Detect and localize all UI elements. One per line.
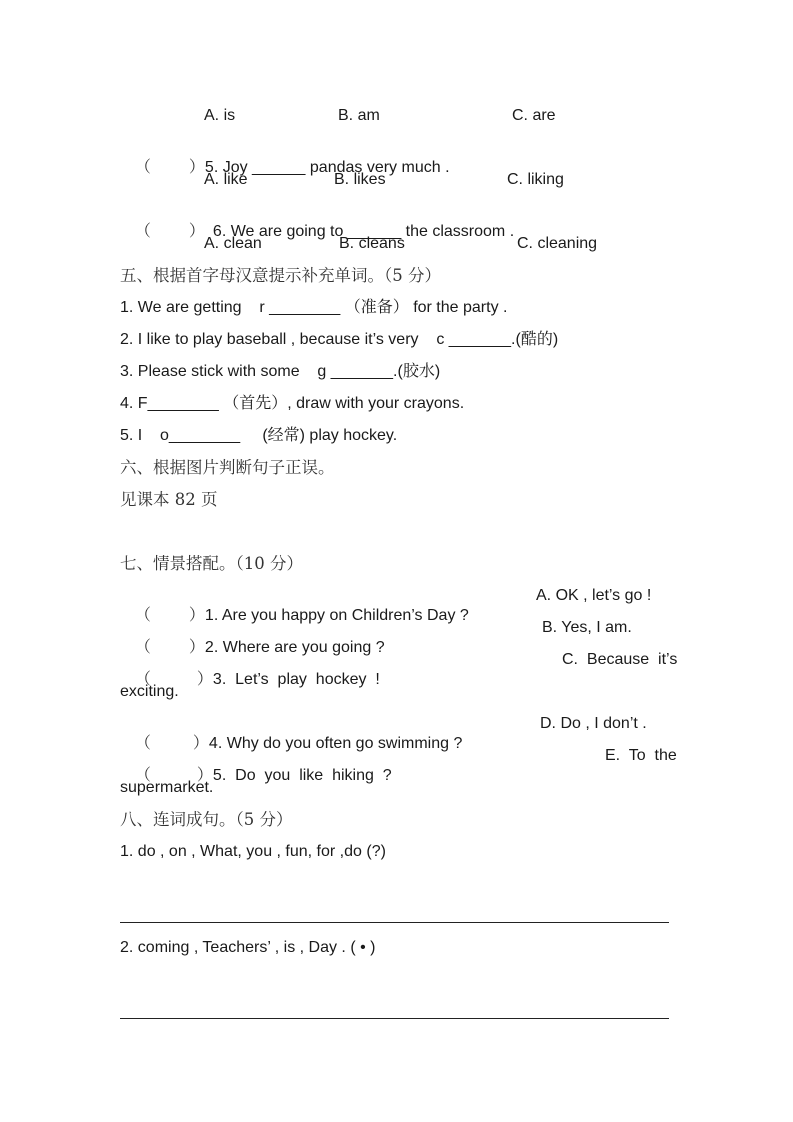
question-text: 5. Do you like hiking ?: [212, 767, 392, 784]
q6-option-b: B. cleans: [339, 235, 405, 252]
answer-paren-open: （: [134, 159, 151, 176]
match-answer-d: D. Do , I don’t .: [540, 715, 647, 732]
answer-paren-close: ）: [188, 223, 205, 240]
answer-paren-close: ）: [188, 159, 205, 176]
reorder-item-2: 2. coming , Teachers’ , is , Day . ( • ): [120, 939, 376, 956]
section-7-title: 七、情景搭配。（10 分）: [120, 554, 303, 573]
q4-option-c: C. are: [512, 107, 556, 124]
answer-paren-open: （: [134, 223, 151, 240]
answer-paren-open: （: [134, 767, 151, 784]
answer-paren-close: ）: [196, 767, 213, 784]
answer-paren-close: ）: [188, 607, 205, 624]
fill-item-1: 1. We are getting r ________ （准备） for the party .: [120, 299, 508, 316]
answer-paren-open: （: [134, 735, 151, 752]
question-text: 6. We are going to ______ the classroom .: [212, 223, 515, 240]
question-text: 5. Joy ______ pandas very much .: [204, 159, 450, 176]
fill-item-4: 4. F________ （首先）, draw with your crayons.: [120, 395, 465, 412]
question-text: 2. Where are you going ?: [204, 639, 385, 656]
answer-paren-close: ）: [192, 735, 209, 752]
match-answer-c: C. Because it’s: [562, 651, 678, 668]
q6-option-c: C. cleaning: [517, 235, 598, 252]
match-answer-b: B. Yes, I am.: [542, 619, 632, 636]
fill-item-2: 2. I like to play baseball , because it’s very c _______.(酷的): [120, 331, 559, 348]
mc-question-5: [126, 138, 450, 178]
section-6-note: 见课本 82 页: [120, 490, 218, 509]
answer-line-1[interactable]: [120, 922, 669, 923]
match-answer-e: E. To the: [605, 747, 677, 764]
q4-option-a: A. is: [204, 107, 236, 124]
match-answer-a: A. OK , let’s go !: [536, 587, 652, 604]
answer-paren-open: （: [134, 671, 151, 688]
question-text: 4. Why do you often go swimming ?: [208, 735, 463, 752]
match-answer-e-wrap: supermarket.: [120, 779, 214, 796]
fill-item-5: 5. I o________ (经常) play hockey.: [120, 427, 398, 444]
mc-question-6: [126, 202, 514, 242]
answer-paren-open: （: [134, 639, 151, 656]
q5-option-a: A. like: [204, 171, 248, 188]
q5-option-b: B. likes: [334, 171, 386, 188]
section-5-title: 五、根据首字母汉意提示补充单词。（5 分）: [120, 266, 441, 285]
q5-option-c: C. liking: [507, 171, 564, 188]
section-8-title: 八、连词成句。（5 分）: [120, 810, 293, 829]
answer-paren-close: ）: [196, 671, 213, 688]
section-6-title: 六、根据图片判断句子正误。: [120, 458, 335, 477]
answer-paren-open: （: [134, 607, 151, 624]
reorder-item-1: 1. do , on , What, you , fun, for ,do (?): [120, 843, 386, 860]
question-text: 1. Are you happy on Children’s Day ?: [204, 607, 469, 624]
fill-item-3: 3. Please stick with some g _______.(胶水): [120, 363, 441, 380]
answer-paren-close: ）: [188, 639, 205, 656]
question-text: 3. Let’s play hockey !: [212, 671, 380, 688]
answer-line-2[interactable]: [120, 1018, 669, 1019]
match-answer-c-wrap: exciting.: [120, 683, 179, 700]
q6-option-a: A. clean: [204, 235, 262, 252]
q4-option-b: B. am: [338, 107, 380, 124]
